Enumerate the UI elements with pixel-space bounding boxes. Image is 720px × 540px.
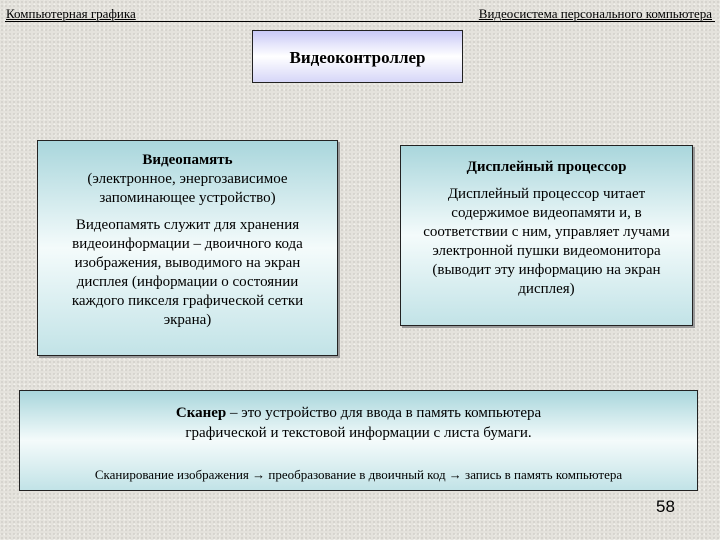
header-right: Видеосистема персонального компьютера (478, 6, 712, 21)
videomemory-title: Видеопамять (142, 152, 233, 168)
scanner-flow: Сканирование изображения → преобразование в двоичный код → запись в память компьютера (94, 467, 623, 482)
display-processor-body: Дисплейный процессор читает содержимое видеопамяти и, в соответствии с ним, управляет лучами электронной пушки видеомонитора (выводит эту информацию на экран дисплея) (423, 186, 670, 297)
videomemory-body: Видеопамять служит для хранения видеоинформации – двоичного кода изображения, выводимого на экран дисплея (информации о состоянии каждого пикселя графической сетки экрана) (71, 217, 304, 328)
display-processor-box (400, 145, 693, 326)
header-divider (5, 21, 715, 22)
videomemory-box (37, 140, 338, 356)
scanner-definition: – это устройство для ввода в память компьютера графической и текстовой информации с листа бумаги. (185, 405, 542, 441)
scanner-box (19, 390, 698, 491)
scanner-term: Сканер (175, 405, 227, 421)
videomemory-subtitle: (электронное, энергозависимое запоминающее устройство) (87, 171, 288, 206)
page-number: 58 (656, 497, 675, 516)
videocontroller-box: Видеоконтроллер (252, 30, 463, 83)
display-processor-title: Дисплейный процессор (466, 159, 627, 175)
header-left: Компьютерная графика (6, 6, 136, 21)
